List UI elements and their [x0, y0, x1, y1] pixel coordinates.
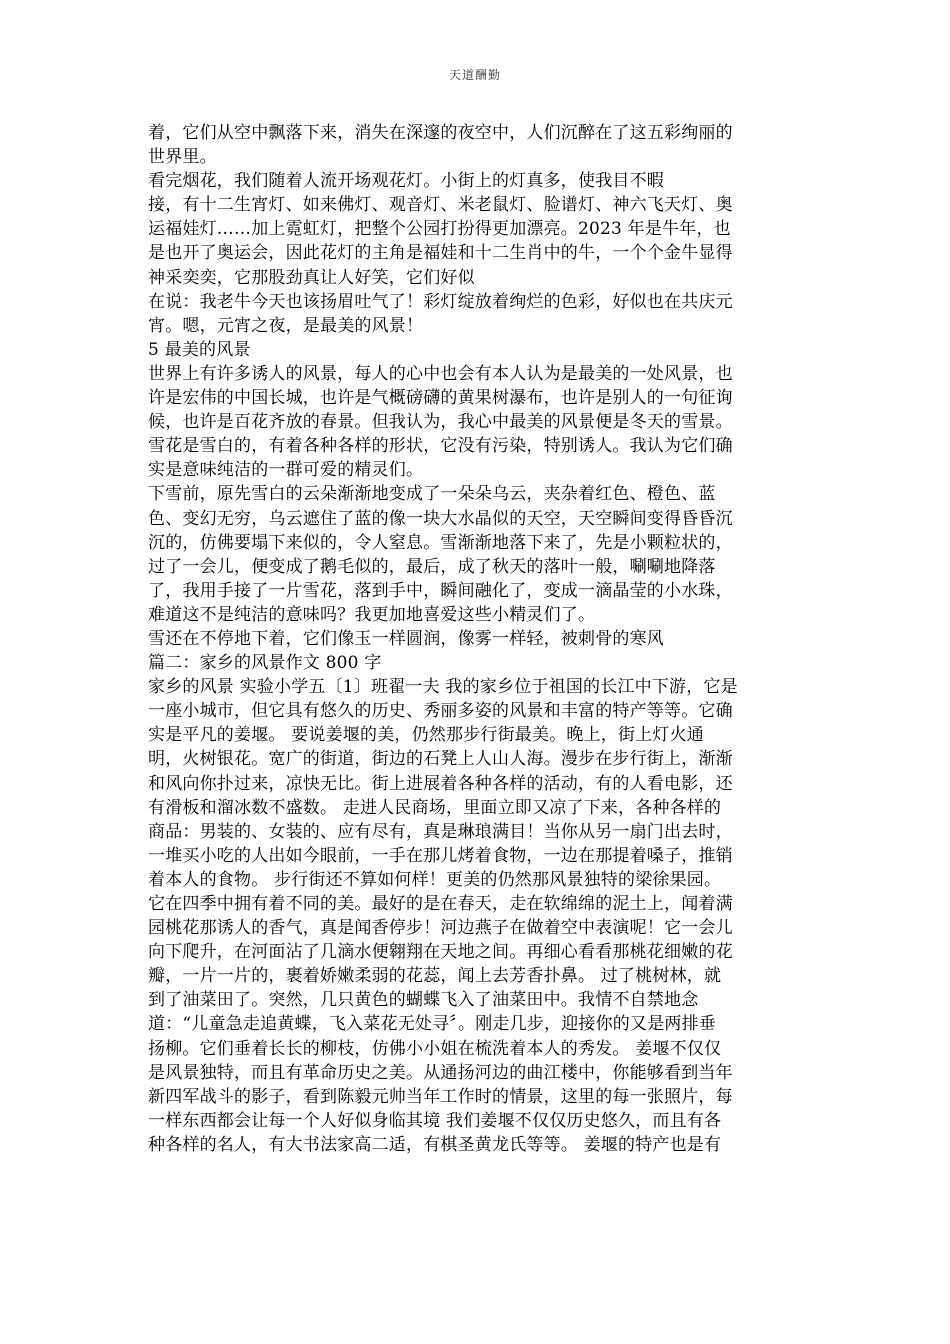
text-line: 难道这不是纯洁的意味吗？我更加地喜爱这些小精灵们了。	[148, 604, 596, 625]
text-line: 扬柳。它们垂着长长的柳枝，仿佛小小姐在梳洗着本人的秀发。 姜堰不仅仅	[148, 1038, 722, 1059]
text-line: 道：“儿童急走追黄蝶，飞入菜花无处寻〞。刚走几步，迎接你的又是两排垂	[148, 1014, 716, 1035]
text-line: 种各样的名人，有大书法家高二适，有棋圣黄龙氏等等。 姜堰的特产也是有	[148, 1134, 722, 1155]
text-line: 是也开了奥运会，因此花灯的主角是福娃和十二生肖中的牛，一个个金牛显得	[148, 243, 733, 264]
text-line: 着本人的食物。 步行街还不算如何样！更美的仍然那风景独特的梁徐果园。	[148, 869, 722, 890]
text-line: 一座小城市，但它具有悠久的历史、秀丽多姿的风景和丰富的特产等等。它确	[148, 701, 733, 722]
text-line: 看完烟花，我们随着人流开场观花灯。小街上的灯真多，使我目不暇	[148, 171, 664, 192]
text-line: 新四军战斗的影子，看到陈毅元帅当年工作时的情景，这里的每一张照片，每	[148, 1086, 733, 1107]
text-line: 篇二：家乡的风景作文 800 字	[148, 653, 382, 674]
text-line: 雪花是雪白的，有着各种各样的形状，它没有污染，特别诱人。我认为它们确	[148, 436, 733, 457]
text-line: 家乡的风景 实验小学五〔1〕班翟一夫 我的家乡位于祖国的长江中下游，它是	[148, 677, 738, 698]
text-line: 着，它们从空中飘落下来，消失在深邃的夜空中，人们沉醉在了这五彩绚丽的	[148, 123, 733, 143]
text-line: 瓣，一片一片的，裹着娇嫩柔弱的花蕊，闻上去芳香扑鼻。 过了桃树林，就	[148, 966, 722, 987]
text-line: 和风向你扑过来，凉快无比。街上进展着各种各样的活动，有的人看电影，还	[148, 773, 733, 794]
text-line: 园桃花那诱人的香气，真是闻香停步！河边燕子在做着空中表演呢！它一会儿	[148, 918, 733, 939]
text-line: 宵。嗯，元宵之夜，是最美的风景！	[148, 315, 424, 336]
text-line: 它在四季中拥有着不同的美。最好的是在春天，走在软绵绵的泥土上，闻着满	[148, 894, 733, 914]
text-line: 下雪前，原先雪白的云朵渐渐地变成了一朵朵乌云，夹杂着红色、橙色、蓝	[148, 484, 716, 505]
text-line: 候，也许是百花齐放的春景。但我认为，我心中最美的风景便是冬天的雪景。	[148, 412, 733, 433]
text-line: 一堆买小吃的人出如今眼前，一手在那儿烤着食物，一边在那提着嗓子，推销	[148, 845, 733, 866]
text-line: 实是意味纯洁的一群可爱的精灵们。	[148, 460, 424, 481]
text-line: 世界里。	[148, 147, 217, 168]
text-line: 雪还在不停地下着，它们像玉一样圆润，像雾一样轻，被刺骨的寒风	[148, 628, 664, 649]
text-line: 明，火树银花。宽广的街道，街边的石凳上人山人海。漫步在步行街上，渐渐	[148, 749, 733, 770]
text-line: 世界上有许多诱人的风景，每人的心中也会有本人认为是最美的一处风景，也	[148, 363, 733, 384]
text-line: 色、变幻无穷，乌云遮住了蓝的像一块大水晶似的天空，天空瞬间变得昏昏沉	[148, 508, 733, 529]
text-line: 许是宏伟的中国长城，也许是气概磅礴的黄果树瀑布，也许是别人的一句征询	[148, 388, 733, 409]
text-line: 一样东西都会让每一个人好似身临其境 我们姜堰不仅仅历史悠久，而且有各	[148, 1110, 722, 1131]
text-line: 过了一会儿，便变成了鹅毛似的，最后，成了秋天的落叶一般，唰唰地降落	[148, 556, 716, 577]
text-line: 接，有十二生宵灯、如来佛灯、观音灯、米老鼠灯、脸谱灯、神六飞天灯、奥	[148, 195, 733, 216]
text-line: 实是平凡的姜堰。 要说姜堰的美，仍然那步行街最美。晚上，街上灯火通	[148, 725, 705, 746]
text-line: 神采奕奕，它那股劲真让人好笑，它们好似	[148, 267, 475, 288]
text-line: 沉的，仿佛要塌下来似的，令人窒息。雪渐渐地落下来了，先是小颗粒状的，	[148, 532, 733, 553]
text-line: 5 最美的风景	[148, 339, 251, 360]
text-line: 了，我用手接了一片雪花，落到手中，瞬间融化了，变成一滴晶莹的小水珠，	[148, 580, 733, 601]
text-line: 有滑板和溜冰数不盛数。 走进人民商场，里面立即又凉了下来，各种各样的	[148, 797, 722, 818]
text-line: 是风景独特，而且有革命历史之美。从通扬河边的曲江楼中，你能够看到当年	[148, 1062, 733, 1083]
text-line: 运福娃灯……加上霓虹灯，把整个公园打扮得更加漂亮。2023 年是牛年，也	[148, 219, 731, 240]
text-line: 向下爬升，在河面沾了几滴水便翱翔在天地之间。再细心看看那桃花细嫩的花	[148, 942, 733, 963]
text-line: 到了油菜田了。突然，几只黄色的蝴蝶飞入了油菜田中。我情不自禁地念	[148, 990, 699, 1011]
text-line: 在说：我老牛今天也该扬眉吐气了！彩灯绽放着绚烂的色彩，好似也在共庆元	[148, 291, 733, 312]
document-body	[148, 121, 802, 1157]
text-line: 商品：男装的、女装的、应有尽有，真是琳琅满目！当你从另一扇门出去时，	[148, 821, 733, 842]
page-header: 天道酬勤	[448, 68, 501, 82]
